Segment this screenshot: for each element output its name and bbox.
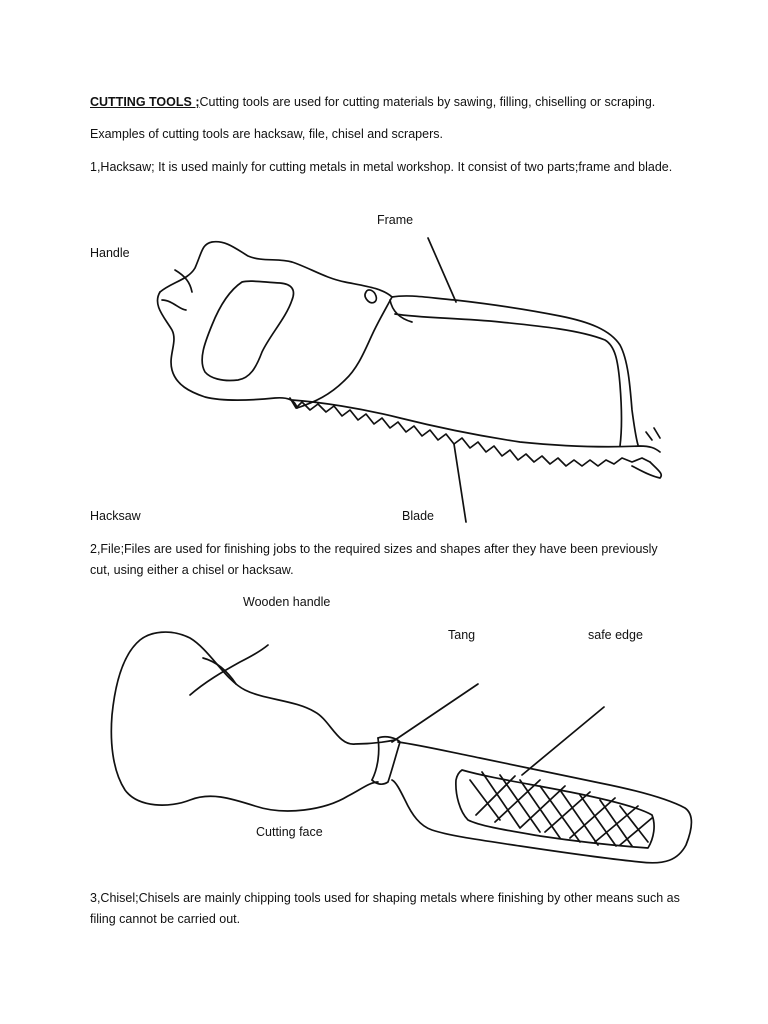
cutting-face-label: Cutting face xyxy=(256,825,323,839)
hacksaw-bolt-hole xyxy=(365,290,376,303)
hacksaw-frame-top xyxy=(392,296,638,445)
frame-label: Frame xyxy=(377,213,414,227)
handle-label: Handle xyxy=(90,246,130,260)
examples-paragraph: Examples of cutting tools are hacksaw, file, chisel and scrapers. xyxy=(90,127,443,141)
intro-text: Cutting tools are used for cutting materials by sawing, filling, chiselling or scraping. xyxy=(199,95,656,109)
file-paragraph: 2,File;Files are used for finishing jobs to the required sizes and shapes after they have been previously cut, using either a chisel or hacksaw. xyxy=(90,542,658,577)
hacksaw-blade-tension xyxy=(646,428,660,440)
file-handle-stroke xyxy=(190,645,268,695)
hacksaw-handle-stroke xyxy=(162,300,186,310)
hacksaw-label: Hacksaw xyxy=(90,509,141,523)
hacksaw-frame-inner xyxy=(395,314,622,446)
hacksaw-frame-stroke xyxy=(390,300,412,322)
frame-pointer xyxy=(428,238,456,302)
blade-pointer xyxy=(454,444,466,522)
file-hatching xyxy=(470,772,652,846)
tang-pointer xyxy=(392,684,478,742)
file-ferrule-line xyxy=(372,738,379,780)
safe-edge-label: safe edge xyxy=(588,628,643,642)
hacksaw-handle-outline xyxy=(157,292,297,408)
hacksaw-paragraph: 1,Hacksaw; It is used mainly for cutting metals in metal workshop. It consist of two parts;frame and blade. xyxy=(90,160,673,174)
file-blade-outline xyxy=(392,742,692,863)
file-handle-outline xyxy=(111,632,395,811)
safe-edge-pointer xyxy=(522,707,604,775)
file-tang xyxy=(372,737,400,784)
hacksaw-handle-top xyxy=(160,242,392,297)
tang-label: Tang xyxy=(448,628,476,642)
blade-label: Blade xyxy=(402,509,434,523)
section-heading: CUTTING TOOLS ; xyxy=(90,95,200,109)
wooden-handle-label: Wooden handle xyxy=(243,595,331,609)
hacksaw-frame-bottom xyxy=(297,297,392,408)
file-sketch xyxy=(111,632,691,863)
hacksaw-grip-hole xyxy=(202,281,293,380)
hacksaw-blade xyxy=(290,398,650,466)
hacksaw-sketch xyxy=(157,238,661,522)
chisel-paragraph: 3,Chisel;Chisels are mainly chipping tools used for shaping metals where finishing by other means such as filing cannot be carried out. xyxy=(90,891,680,926)
hacksaw-blade-end xyxy=(632,462,661,478)
